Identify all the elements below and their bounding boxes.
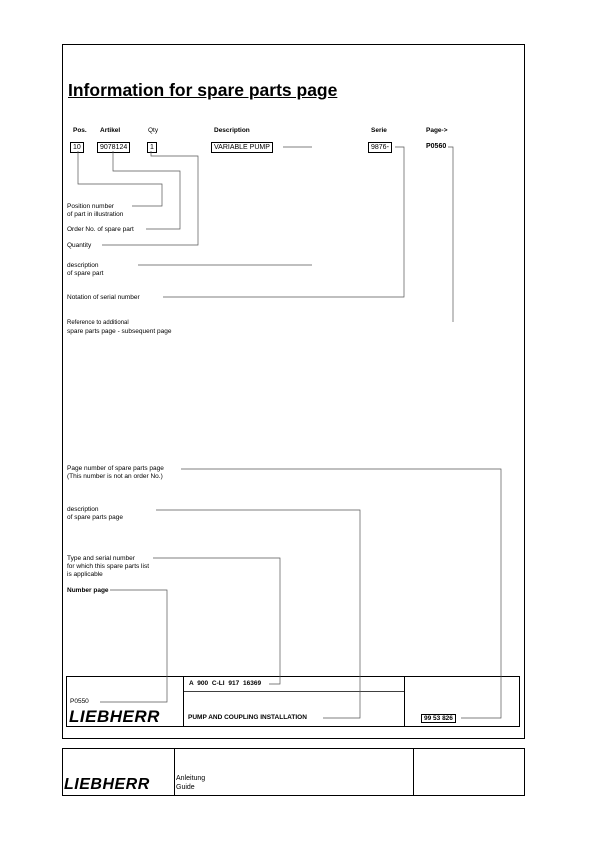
sample-description: VARIABLE PUMP: [211, 142, 273, 153]
legend-page-number-line1: Page number of spare parts page: [67, 465, 164, 472]
legend-quantity: Quantity: [67, 242, 92, 249]
titleblock-doc-number: 99 53 826: [421, 714, 456, 723]
titleblock-type-serial: A 900 C-LI 917 16369: [189, 680, 262, 687]
col-header-description: Description: [214, 127, 250, 134]
footer-label-de: Anleitung: [176, 775, 206, 782]
sample-page: P0560: [426, 143, 447, 150]
legend-serial: Notation of serial number: [67, 294, 140, 301]
sample-qty: 1: [147, 142, 157, 153]
legend-type-line3: is applicable: [67, 571, 103, 578]
legend-page-desc-line1: description: [67, 506, 99, 513]
legend-page-number-line2: (This number is not an order No.): [67, 473, 163, 480]
sample-artikel: 9078124: [97, 142, 130, 153]
legend-position-line1: Position number: [67, 203, 114, 210]
legend-position-line2: of part in illustration: [67, 211, 124, 218]
footer-label-en: Guide: [176, 784, 195, 791]
footer-liebherr-logo: LIEBHERR: [64, 776, 150, 793]
legend-type-line1: Type and serial number: [67, 555, 135, 562]
sample-pos: 10: [70, 142, 84, 153]
titleblock-page-code: P0550: [70, 698, 89, 705]
titleblock-section-title: PUMP AND COUPLING INSTALLATION: [188, 714, 307, 721]
legend-type-line2: for which this spare parts list: [67, 563, 150, 570]
col-header-artikel: Artikel: [100, 127, 121, 134]
legend-description-line1: description: [67, 262, 99, 269]
col-header-page: Page->: [426, 127, 448, 134]
col-header-pos: Pos.: [73, 127, 87, 134]
liebherr-logo: LIEBHERR: [69, 707, 160, 726]
col-header-serie: Serie: [371, 127, 387, 134]
legend-order: Order No. of spare part: [67, 226, 134, 233]
legend-page-desc-line2: of spare parts page: [67, 514, 124, 521]
page-title: Information for spare parts page: [68, 80, 338, 100]
legend-description-line2: of spare part: [67, 270, 104, 277]
col-header-qty: Qty: [148, 127, 159, 134]
legend-reference-line1: Reference to additional: [67, 320, 129, 326]
legend-number-page: Number page: [67, 587, 109, 594]
sample-serie: 9876-: [368, 142, 392, 153]
legend-reference-line2: spare parts page - subsequent page: [67, 328, 172, 335]
